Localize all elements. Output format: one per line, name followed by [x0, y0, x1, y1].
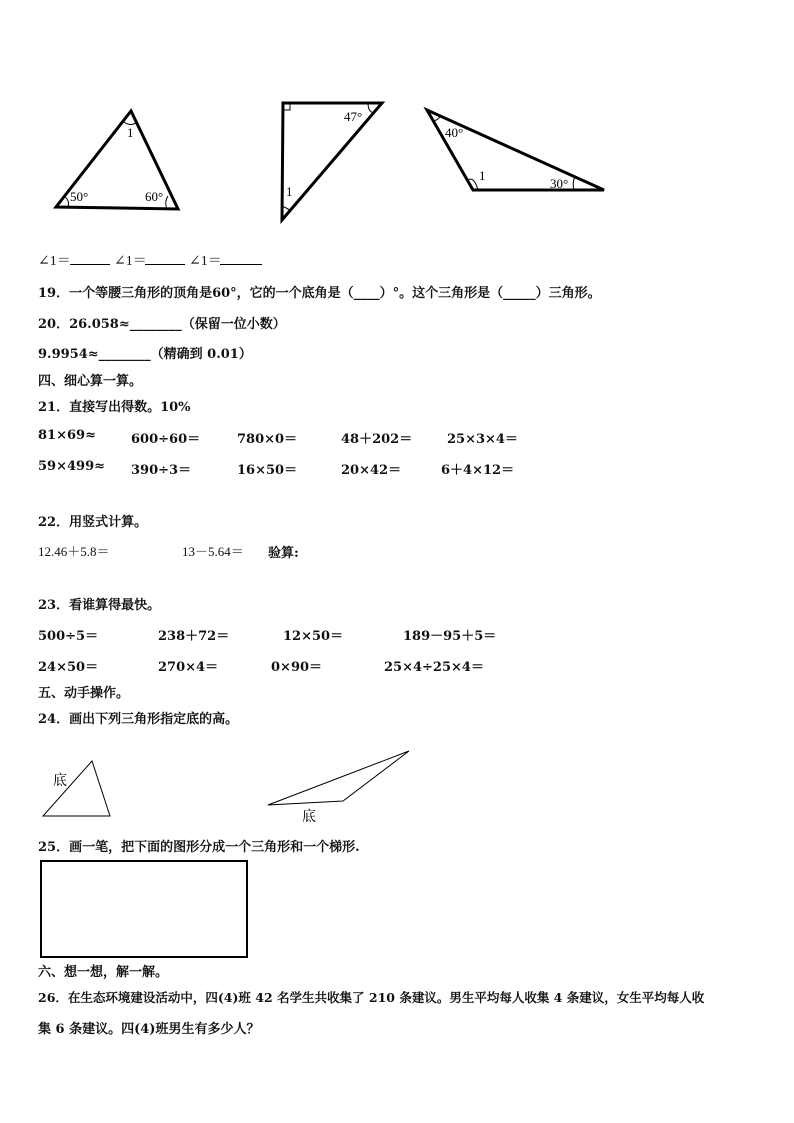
q25-rectangle[interactable]	[40, 860, 248, 958]
q24-base-label-2: 底	[302, 810, 316, 825]
t1-angle-top: 1	[127, 125, 134, 140]
angle-answer-1: ∠1＝	[38, 254, 71, 269]
q23-item: 25×4÷25×4＝	[384, 660, 484, 675]
t1-angle-right: 60°	[145, 189, 164, 204]
q21-item: 16×50＝	[237, 463, 298, 478]
question-23-title: 23．看谁算得最快。	[38, 598, 161, 613]
answer-blank-3[interactable]	[220, 264, 262, 265]
question-25-title: 25．画一笔，把下面的图形分成一个三角形和一个梯形.	[38, 840, 360, 855]
answer-blank-2[interactable]	[145, 264, 185, 265]
q24-base-label-1: 底	[53, 774, 67, 789]
q22-item-2: 13－5.64＝	[182, 544, 244, 559]
section-5-heading: 五、动手操作。	[38, 686, 130, 701]
angle-answer-2: ∠1＝	[114, 254, 147, 269]
t3-angle-mid: 1	[479, 168, 486, 183]
q23-item: 24×50＝	[38, 660, 99, 675]
q22-verify-label: 验算:	[268, 546, 299, 561]
question-24-title: 24．画出下列三角形指定底的高。	[38, 712, 239, 727]
answer-blank-1[interactable]	[70, 264, 110, 265]
q24-triangle-2	[268, 751, 409, 825]
t3-angle-left: 40°	[445, 125, 464, 140]
section-4-heading: 四、细心算一算。	[38, 374, 143, 389]
question-20-line2: 9.9954≈________（精确到 0.01）	[38, 347, 252, 362]
question-26-line2: 集 6 条建议。四(4)班男生有多少人？	[38, 1022, 260, 1037]
question-19: 19．一个等腰三角形的顶角是60°，它的一个底角是（____）°。这个三角形是（_____）三角形。	[38, 286, 601, 301]
question-20-line1: 20．26.058≈________（保留一位小数）	[38, 317, 286, 332]
t3-angle-right: 30°	[550, 176, 569, 191]
triangle-figures	[0, 95, 794, 230]
q21-item: 390÷3＝	[131, 463, 192, 478]
t1-angle-left: 50°	[70, 189, 89, 204]
q23-item: 270×4＝	[158, 660, 219, 675]
q21-item: 600÷60＝	[131, 432, 201, 447]
question-26-line1: 26．在生态环境建设活动中，四(4)班 42 名学生共收集了 210 条建议。男生平均每人收集 4 条建议，女生平均每人收	[38, 990, 705, 1005]
q21-item: 20×42＝	[341, 463, 402, 478]
t2-angle-top: 47°	[344, 109, 363, 124]
question-21-title: 21．直接写出得数。10%	[38, 400, 191, 415]
q23-item: 238＋72＝	[158, 629, 230, 644]
q21-item: 59×499≈	[38, 459, 106, 474]
triangle-2	[282, 103, 382, 220]
section-6-heading: 六、想一想，解一解。	[38, 965, 169, 980]
q23-item: 500÷5＝	[38, 629, 99, 644]
q21-item: 6＋4×12＝	[441, 463, 515, 478]
q22-item-1: 12.46＋5.8＝	[38, 544, 110, 559]
q21-item: 780×0＝	[237, 432, 298, 447]
triangle-3	[427, 110, 604, 191]
q21-item: 25×3×4＝	[447, 432, 518, 447]
q23-item: 0×90＝	[271, 660, 323, 675]
t2-angle-bottom: 1	[286, 184, 293, 199]
q21-item: 48＋202＝	[341, 432, 413, 447]
q23-item: 189－95＋5＝	[403, 629, 497, 644]
q24-triangles	[0, 740, 794, 825]
q21-item: 81×69≈	[38, 428, 96, 443]
triangle-1	[56, 111, 178, 209]
q24-triangle-1	[43, 761, 110, 816]
angle-answer-3: ∠1＝	[189, 254, 222, 269]
question-22-title: 22．用竖式计算。	[38, 515, 148, 530]
q23-item: 12×50＝	[283, 629, 344, 644]
